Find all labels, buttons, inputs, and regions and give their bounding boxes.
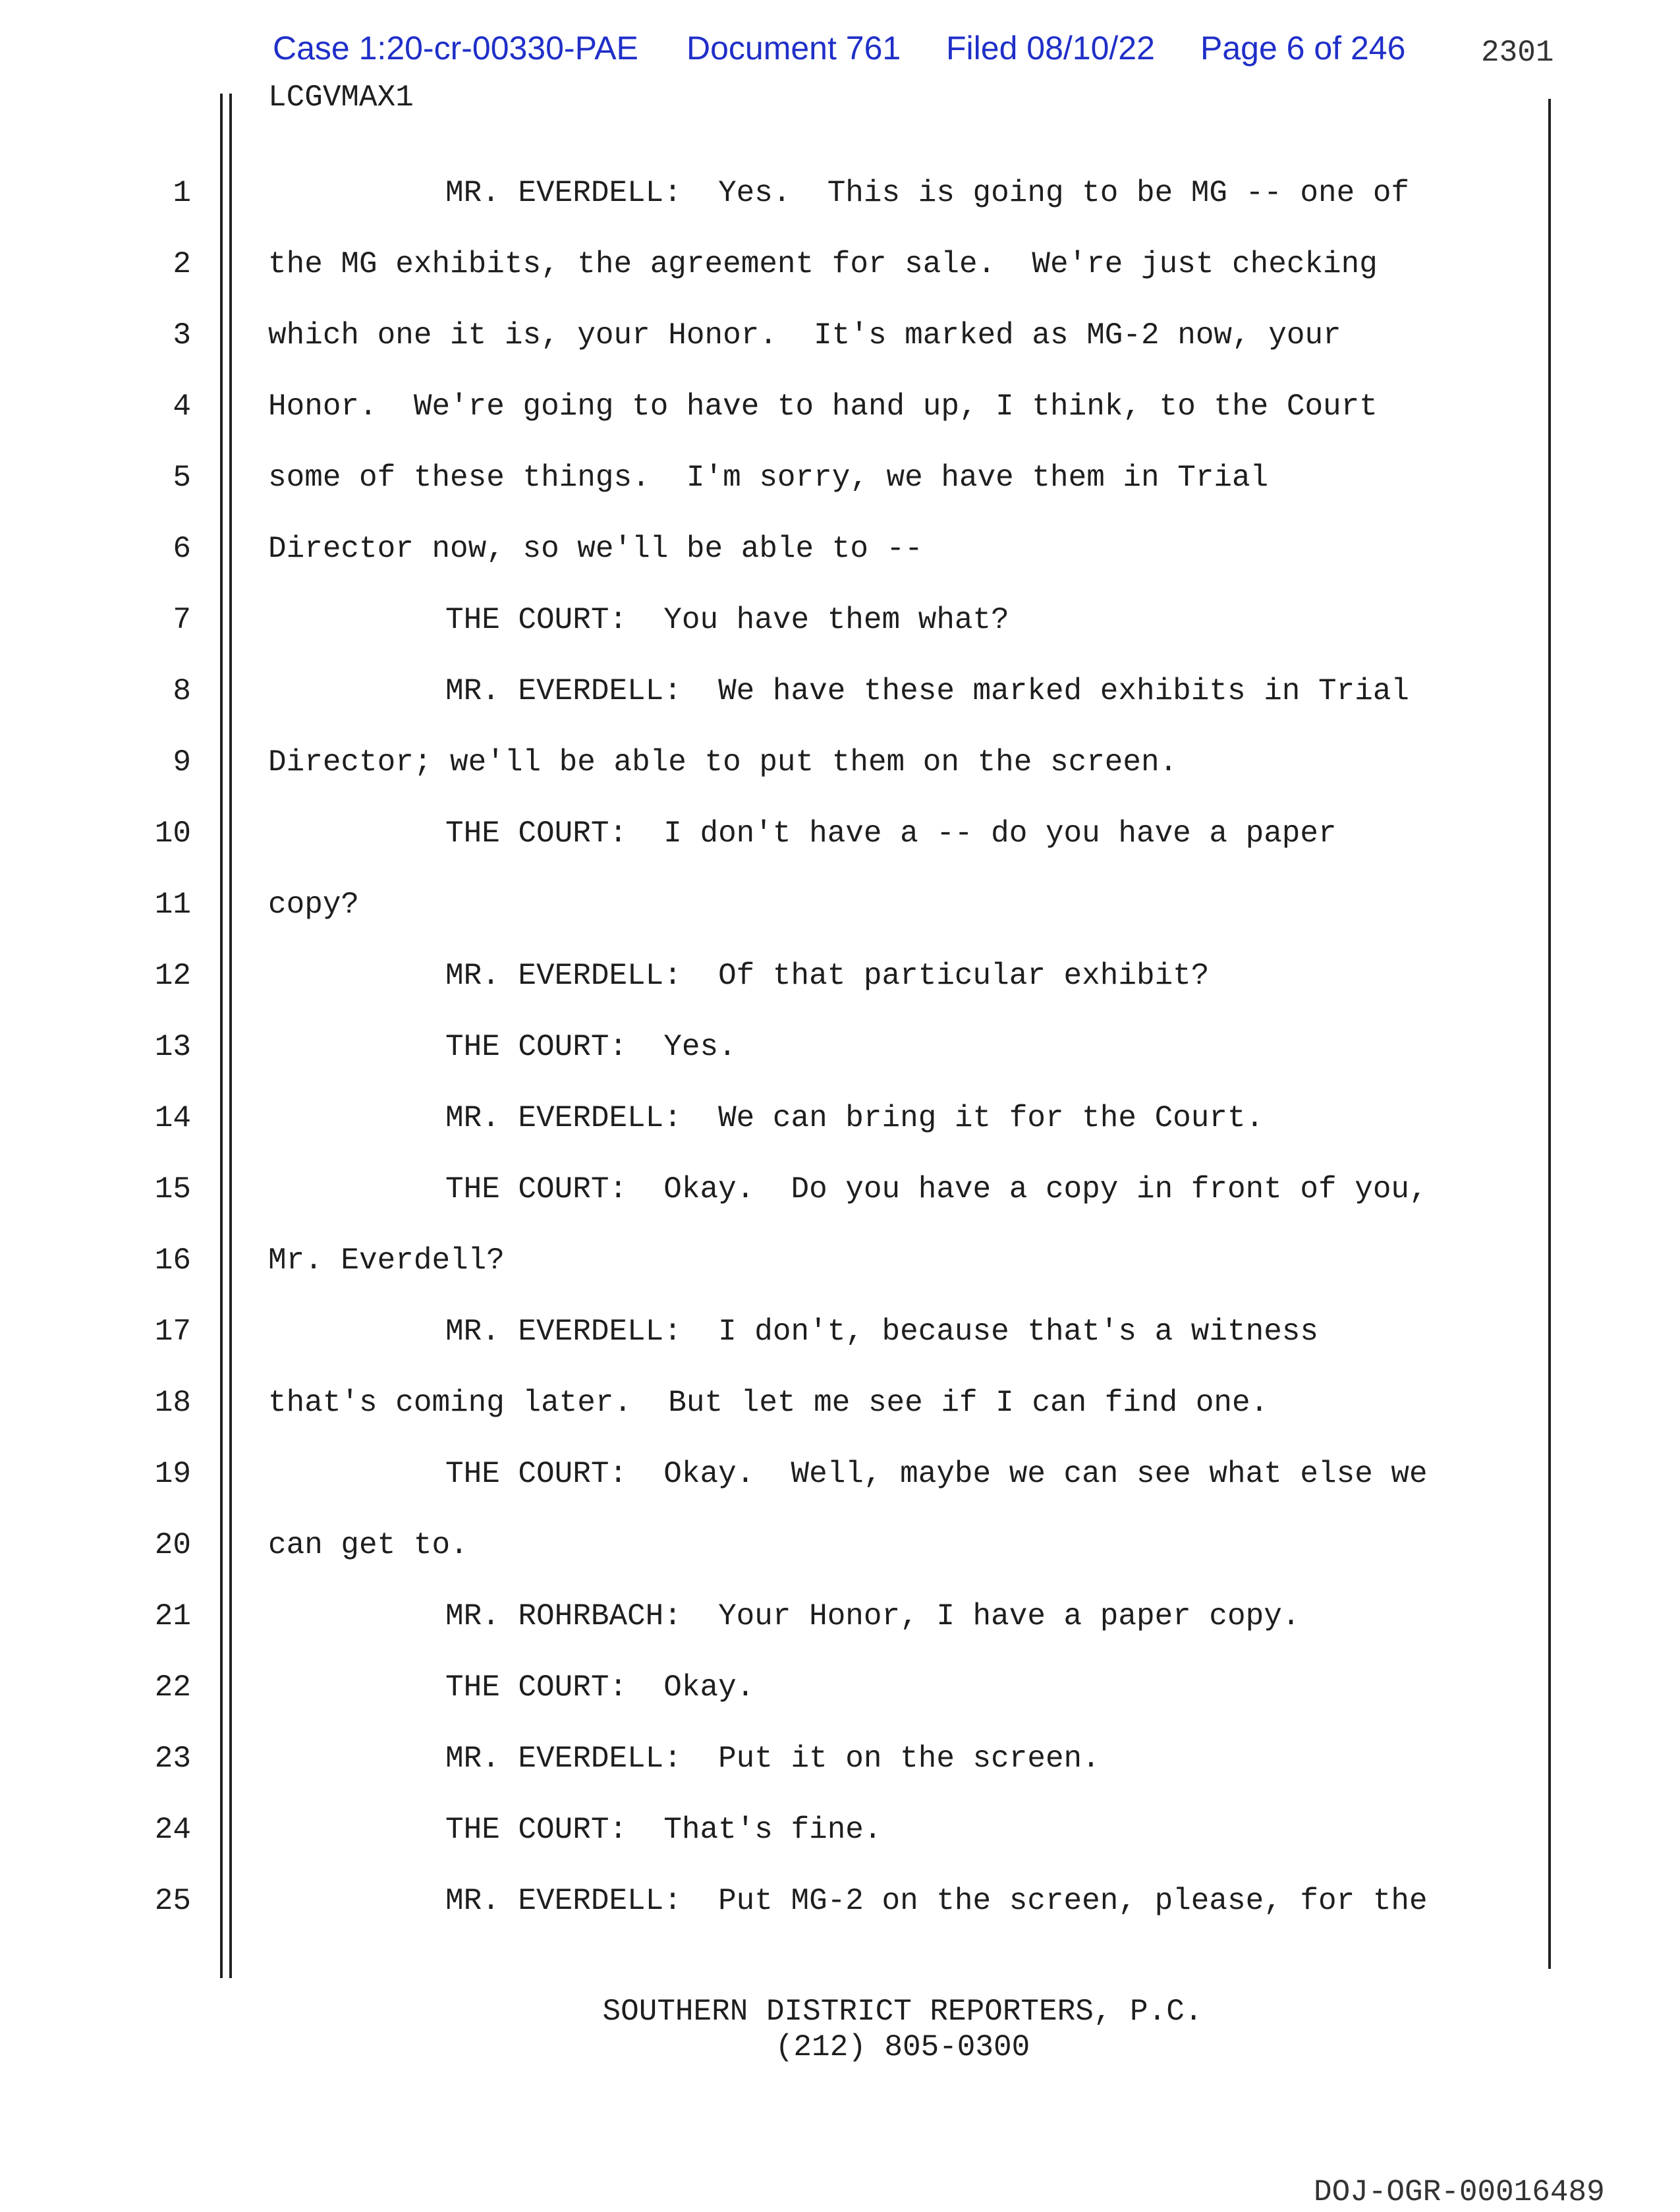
- reporter-name: SOUTHERN DISTRICT REPORTERS, P.C.: [602, 1995, 1203, 2029]
- line-number: 13: [154, 1030, 191, 1064]
- transcript-line: Director; we'll be able to put them on the screen.: [268, 745, 1178, 780]
- line-number: 11: [154, 888, 191, 922]
- line-number: 25: [154, 1884, 191, 1918]
- transcript-line: the MG exhibits, the agreement for sale. We're just checking: [268, 247, 1378, 281]
- transcript-line: THE COURT: Okay. Well, maybe we can see what else we: [445, 1457, 1428, 1491]
- transcript-line: THE COURT: Okay. Do you have a copy in front of you,: [445, 1172, 1428, 1206]
- transcript-line: THE COURT: You have them what?: [445, 603, 1009, 637]
- case-number: Case 1:20-cr-00330-PAE: [273, 30, 638, 67]
- transcript-page-number: 2301: [1481, 36, 1554, 70]
- transcript-line: MR. EVERDELL: Yes. This is going to be MG -- one of: [445, 176, 1410, 210]
- transcript-line: Mr. Everdell?: [268, 1243, 505, 1278]
- line-number: 10: [154, 816, 191, 851]
- reporter-phone: (212) 805-0300: [775, 2030, 1030, 2064]
- transcript-line: copy?: [268, 888, 360, 922]
- line-number: 5: [173, 461, 191, 495]
- transcript-line: MR. EVERDELL: We have these marked exhibits in Trial: [445, 674, 1410, 708]
- transcript-line: can get to.: [268, 1528, 468, 1562]
- line-number: 12: [154, 959, 191, 993]
- left-margin-rule-inner: [229, 94, 232, 1978]
- line-number: 1: [173, 176, 191, 210]
- page-count: Page 6 of 246: [1200, 30, 1406, 67]
- transcript-line: THE COURT: Okay.: [445, 1670, 755, 1705]
- transcript-line: MR. EVERDELL: Put it on the screen.: [445, 1742, 1100, 1776]
- transcript-line: which one it is, your Honor. It's marked as MG-2 now, your: [268, 318, 1341, 353]
- transcript-line: MR. EVERDELL: Put MG-2 on the screen, please, for the: [445, 1884, 1428, 1918]
- bates-number: DOJ-OGR-00016489: [1314, 2175, 1605, 2209]
- line-number: 21: [154, 1599, 191, 1633]
- transcript-line: Director now, so we'll be able to --: [268, 532, 923, 566]
- line-number: 23: [154, 1742, 191, 1776]
- line-number: 3: [173, 318, 191, 353]
- transcript-line: THE COURT: I don't have a -- do you have a paper: [445, 816, 1337, 851]
- filed-date: Filed 08/10/22: [946, 30, 1155, 67]
- line-number: 2: [173, 247, 191, 281]
- document-number: Document 761: [686, 30, 901, 67]
- transcript-line: THE COURT: That's fine.: [445, 1813, 882, 1847]
- line-number: 9: [173, 745, 191, 780]
- transcript-line: THE COURT: Yes.: [445, 1030, 737, 1064]
- transcript-line: MR. EVERDELL: Of that particular exhibit?: [445, 959, 1210, 993]
- transcript-line: Honor. We're going to have to hand up, I think, to the Court: [268, 389, 1378, 424]
- line-number: 17: [154, 1315, 191, 1349]
- right-margin-rule: [1548, 99, 1551, 1969]
- line-number: 15: [154, 1172, 191, 1206]
- transcript-line: MR. EVERDELL: We can bring it for the Court.: [445, 1101, 1264, 1135]
- transcript-line: some of these things. I'm sorry, we have them in Trial: [268, 461, 1269, 495]
- left-margin-rule-outer: [220, 94, 223, 1978]
- transcript-line: MR. ROHRBACH: Your Honor, I have a paper copy.: [445, 1599, 1301, 1633]
- line-number: 7: [173, 603, 191, 637]
- line-number: 6: [173, 532, 191, 566]
- short-title: LCGVMAX1: [268, 80, 414, 115]
- line-number: 22: [154, 1670, 191, 1705]
- line-number: 24: [154, 1813, 191, 1847]
- line-number: 19: [154, 1457, 191, 1491]
- transcript-line: MR. EVERDELL: I don't, because that's a witness: [445, 1315, 1319, 1349]
- transcript-line: that's coming later. But let me see if I can find one.: [268, 1386, 1269, 1420]
- line-number: 18: [154, 1386, 191, 1420]
- line-number: 20: [154, 1528, 191, 1562]
- line-number: 14: [154, 1101, 191, 1135]
- line-number: 8: [173, 674, 191, 708]
- line-number: 4: [173, 389, 191, 424]
- line-number: 16: [154, 1243, 191, 1278]
